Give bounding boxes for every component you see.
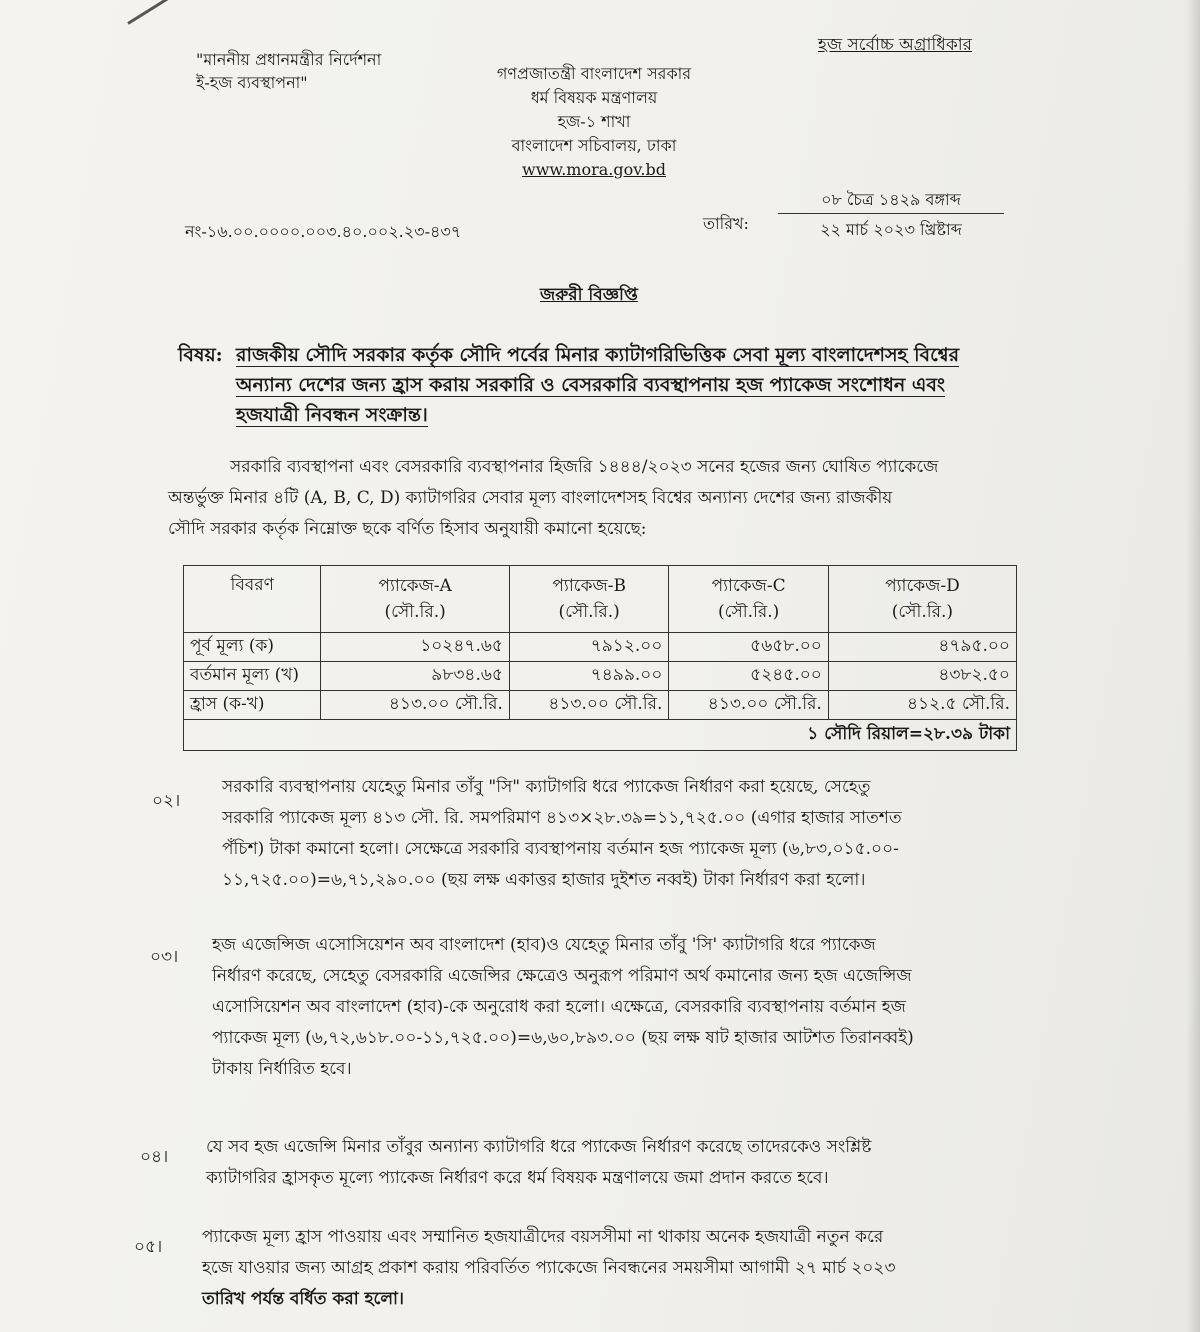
cell-value: ৪৩৮২.৫০	[828, 662, 1016, 691]
subject-line-1: রাজকীয় সৌদি সরকার কর্তৃক সৌদি পর্বের মিনার ক্যাটাগরিভিত্তিক সেবা মূল্য বাংলাদেশসহ বিশ্বের	[236, 344, 960, 366]
pm-directive-quote	[196, 48, 381, 94]
point-number: ০৩।	[150, 947, 179, 967]
point-03	[212, 930, 1080, 1085]
office-website[interactable]	[444, 158, 744, 182]
point-line: পঁচিশ) টাকা কমানো হলো। সেক্ষেত্রে সরকারি ব্যবস্থাপনায় বর্তমান হজ প্যাকেজ মূল্য (৬,৮৩,০১৫.০০-	[222, 839, 899, 859]
notice-title: জরুরী বিজ্ঞপ্তি	[540, 285, 638, 305]
table-row	[184, 662, 1017, 691]
header-unit: (সৌ.রি.)	[717, 602, 780, 622]
header-package-b	[509, 566, 668, 633]
website-link[interactable]: www.mora.gov.bd	[522, 160, 666, 179]
point-04	[206, 1132, 1096, 1194]
table-row	[184, 633, 1017, 662]
cell-value: ৭৯১২.০০	[509, 633, 668, 662]
table-header-row	[184, 566, 1017, 633]
page-edge-shadow	[1186, 0, 1200, 1332]
date-block	[778, 188, 1004, 241]
header-unit: (সৌ.রি.)	[384, 602, 446, 622]
office-line-4: বাংলাদেশ সচিবালয়, ঢাকা	[511, 136, 677, 155]
header-title: প্যাকেজ-A	[378, 576, 452, 596]
date-bangla: ০৮ চৈত্র ১৪২৯ বঙ্গাব্দ	[821, 190, 961, 209]
table-rate-row	[184, 720, 1017, 751]
header-title: বিবরণ	[230, 575, 274, 595]
subject-text	[236, 340, 1036, 430]
header-title: প্যাকেজ-B	[552, 576, 626, 596]
pen-mark	[127, 0, 171, 25]
header-package-c	[669, 566, 828, 633]
date-gregorian: ২২ মার্চ ২০২৩ খ্রিষ্টাব্দ	[820, 220, 962, 239]
point-line: নির্ধারণ করেছে, সেহেতু বেসরকারি এজেন্সির ক্ষেত্রেও অনুরূপ পরিমাণ অর্থ কমানোর জন্য হজ এজেন্সিজ	[212, 966, 912, 986]
cell-value: ৪১৩.০০ সৌ.রি.	[509, 691, 668, 720]
point-line: সরকারি প্যাকেজ মূল্য ৪১৩ সৌ. রি. সমপরিমাণ ৪১৩×২৮.৩৯=১১,৭২৫.০০ (এগার হাজার সাতশত	[222, 808, 902, 828]
subject-line-2: অন্যান্য দেশের জন্য হ্রাস করায় সরকারি ও বেসরকারি ব্যবস্থাপনায় হজ প্যাকেজ সংশোধন এবং	[236, 374, 946, 396]
date-label: তারিখ:	[703, 214, 749, 233]
point-line: হজ এজেন্সিজ এসোসিয়েশন অব বাংলাদেশ (হাব)ও যেহেতু মিনার তাঁবু 'সি' ক্যাটাগরি ধরে প্যাকেজ	[212, 935, 876, 955]
point-line: তারিখ পর্যন্ত বর্ধিত করা হলো।	[202, 1289, 405, 1309]
subject-label: বিষয়:	[178, 344, 223, 366]
header-title: প্যাকেজ-C	[711, 576, 786, 596]
point-line: ক্যাটাগরির হ্রাসকৃত মূল্যে প্যাকেজ নির্ধারণ করে ধর্ম বিষয়ক মন্ত্রণালয়ে জমা প্রদান করতে হবে।	[206, 1168, 829, 1188]
cell-value: ৫২৪৫.০০	[669, 662, 828, 691]
office-line-2: ধর্ম বিষয়ক মন্ত্রণালয়	[530, 88, 658, 107]
cell-value: ৪১২.৫ সৌ.রি.	[828, 691, 1016, 720]
header-unit: (সৌ.রি.)	[891, 602, 954, 622]
quote-line-2: ই-হজ ব্যবস্থাপনা"	[196, 73, 308, 92]
intro-line-2: অন্তর্ভুক্ত মিনার ৪টি (A, B, C, D) ক্যাটাগরির সেবার মূল্য বাংলাদেশসহ বিশ্বের অন্যান্য দেশের জন্য রাজকীয়	[168, 488, 893, 508]
point-02	[222, 772, 1040, 896]
header-package-a	[321, 566, 510, 633]
row-label: বর্তমান মূল্য (খ)	[184, 662, 321, 691]
office-line-3: হজ-১ শাখা	[557, 112, 631, 131]
row-label: হ্রাস (ক-খ)	[184, 691, 321, 720]
exchange-rate: ১ সৌদি রিয়াল=২৮.৩৯ টাকা	[184, 720, 1017, 751]
intro-line-3: সৌদি সরকার কর্তৃক নিম্নোক্ত ছকে বর্ণিত হিসাব অনুযায়ী কমানো হয়েছে:	[168, 519, 647, 539]
point-number: ০২।	[152, 791, 181, 811]
header-description	[184, 566, 321, 633]
cell-value: ৪৭৯৫.০০	[828, 633, 1016, 662]
cell-value: ৯৮৩৪.৬৫	[321, 662, 510, 691]
date-divider	[778, 213, 1004, 214]
point-line: প্যাকেজ মূল্য হ্রাস পাওয়ায় এবং সম্মানিত হজযাত্রীদের বয়সসীমা না থাকায় অনেক হজযাত্রী নতুন করে	[202, 1227, 884, 1247]
header-package-d	[828, 566, 1016, 633]
intro-line-1: সরকারি ব্যবস্থাপনা এবং বেসরকারি ব্যবস্থাপনার হিজরি ১৪৪৪/২০২৩ সনের হজের জন্য ঘোষিত প্যাকেজে	[230, 457, 939, 477]
point-line: এসোসিয়েশন অব বাংলাদেশ (হাব)-কে অনুরোধ করা হলো। এক্ষেত্রে, বেসরকারি ব্যবস্থাপনায় বর্তমান হজ	[212, 997, 906, 1017]
point-number: ০৪।	[140, 1147, 169, 1167]
point-line: যে সব হজ এজেন্সি মিনার তাঁবুর অন্যান্য ক্যাটাগরি ধরে প্যাকেজ নির্ধারণ করেছে তাদেরকেও সংশ্লিষ্ট	[206, 1137, 872, 1157]
point-line: হজে যাওয়ার জন্য আগ্রহ প্রকাশ করায় পরিবর্তিত প্যাকেজে নিবন্ধনের সময়সীমা আগামী ২৭ মার্চ ২০২৩	[202, 1258, 896, 1278]
office-header	[444, 62, 744, 182]
subject-line-3: হজযাত্রী নিবন্ধন সংক্রান্ত।	[236, 404, 428, 426]
priority-label: হজ সর্বোচ্চ অগ্রাধিকার	[818, 35, 972, 55]
cell-value: ৭৪৯৯.০০	[509, 662, 668, 691]
point-line: টাকায় নির্ধারিত হবে।	[212, 1059, 352, 1079]
cell-value: ৪১৩.০০ সৌ.রি.	[321, 691, 510, 720]
intro-paragraph	[168, 452, 1040, 545]
point-number: ০৫।	[134, 1237, 163, 1257]
point-line: ১১,৭২৫.০০)=৬,৭১,২৯০.০০ (ছয় লক্ষ একাত্তর হাজার দুইশত নব্বই) টাকা নির্ধারণ করা হলো।	[222, 870, 866, 890]
header-title: প্যাকেজ-D	[885, 576, 960, 596]
memo-number: নং-১৬.০০.০০০০.০০৩.৪০.০০২.২৩-৪৩৭	[185, 222, 462, 241]
price-table	[183, 565, 1017, 751]
cell-value: ৫৬৫৮.০০	[669, 633, 828, 662]
quote-line-1: "মাননীয় প্রধানমন্ত্রীর নির্দেশনা	[196, 50, 382, 69]
row-label: পূর্ব মূল্য (ক)	[184, 633, 321, 662]
office-line-1: গণপ্রজাতন্ত্রী বাংলাদেশ সরকার	[496, 64, 692, 83]
point-line: সরকারি ব্যবস্থাপনায় যেহেতু মিনার তাঁবু "সি" ক্যাটাগরি ধরে প্যাকেজ নির্ধারণ করা হয়েছে, সেহেতু	[222, 777, 871, 797]
cell-value: ১০২৪৭.৬৫	[321, 633, 510, 662]
cell-value: ৪১৩.০০ সৌ.রি.	[669, 691, 828, 720]
header-unit: (সৌ.রি.)	[558, 602, 620, 622]
table-row	[184, 691, 1017, 720]
point-05	[202, 1222, 1106, 1315]
point-line: প্যাকেজ মূল্য (৬,৭২,৬১৮.০০-১১,৭২৫.০০)=৬,৬০,৮৯৩.০০ (ছয় লক্ষ ষাট হাজার আটশত তিরানব্বই)	[212, 1028, 914, 1048]
